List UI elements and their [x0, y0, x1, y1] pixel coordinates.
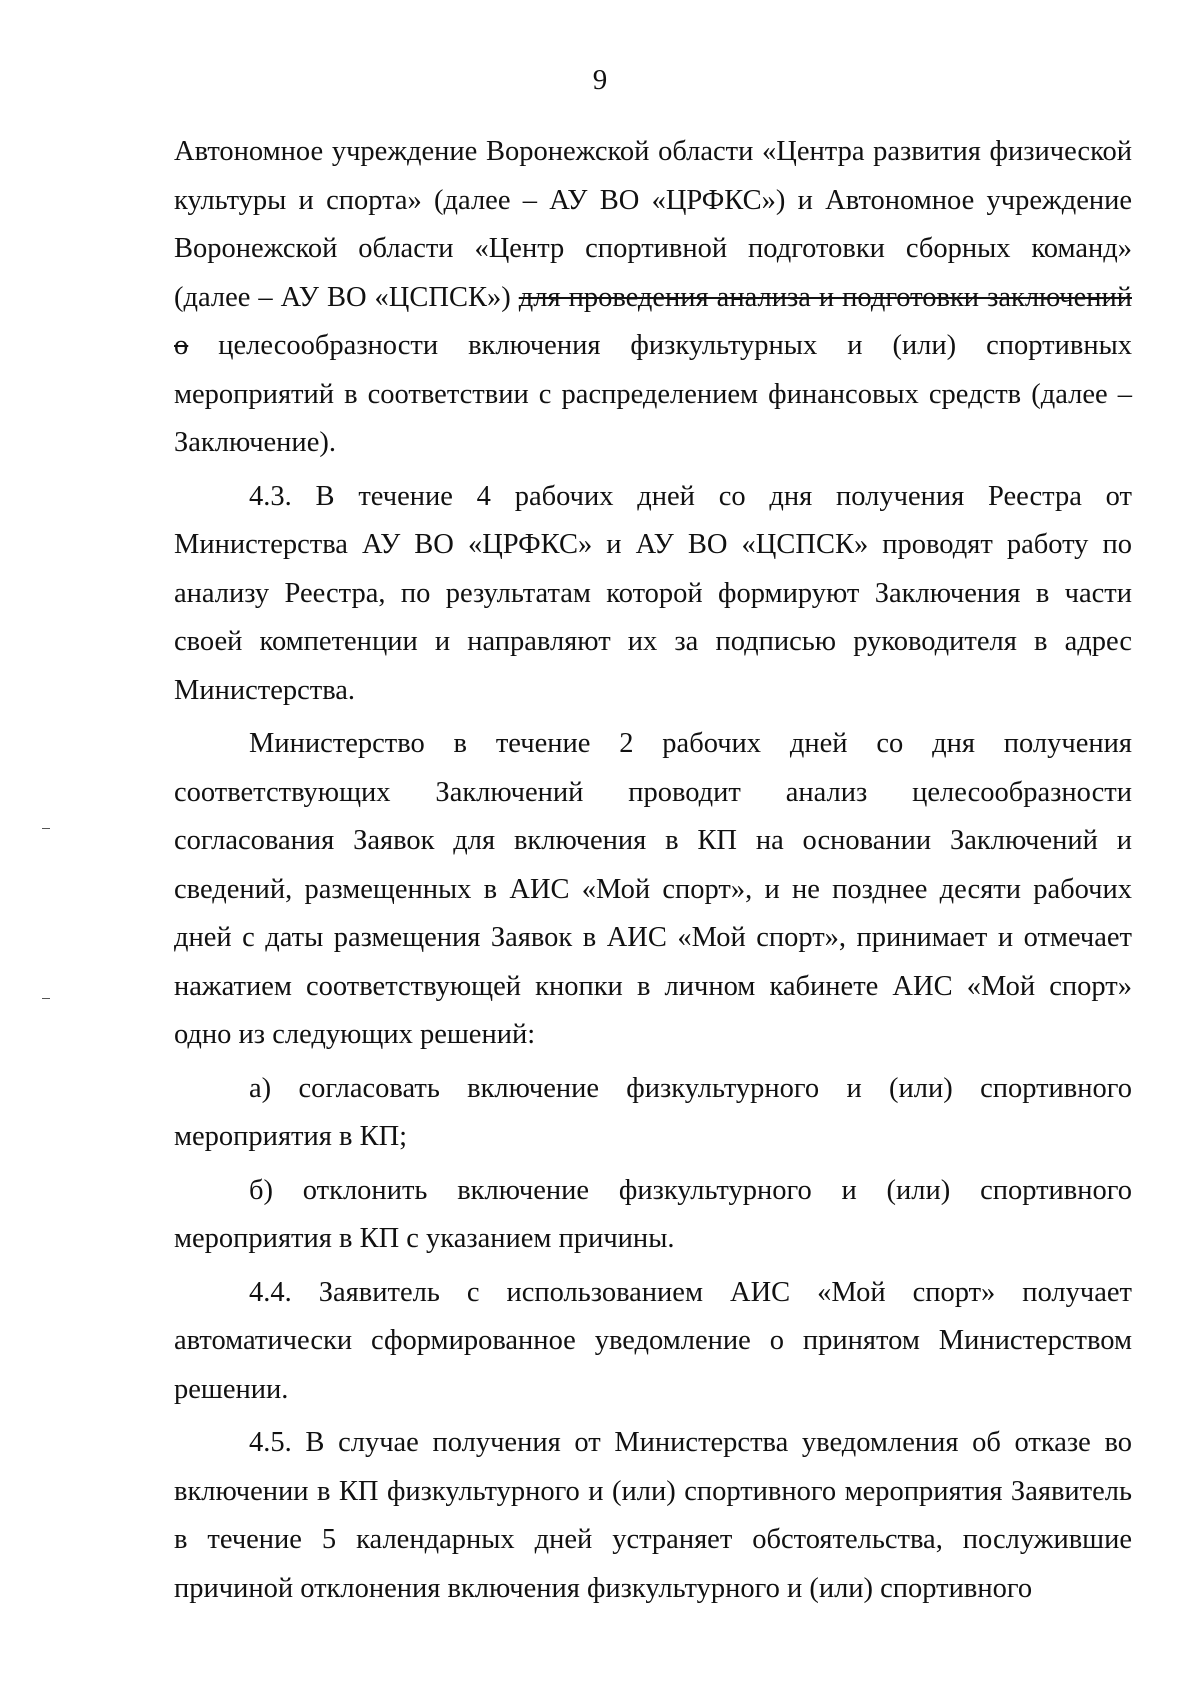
paragraph-option-a: а) согласовать включение физкультурного и (или) спортивного мероприятия в КП; [174, 1072, 1132, 1152]
paragraph-option-b: б) отклонить включение физкультурного и (или) спортивного мероприятия в КП с указанием причины. [174, 1174, 1132, 1254]
paragraph-ministry-decision: Министерство в течение 2 рабочих дней со дня получения соответствующих Заключений проводит анализ целесообразности согласования Заявок для включения в КП на основании Заключений и сведений, размещенных в АИС «Мой спорт», и не позднее десяти рабочих дней с даты размещения Заявок в АИС «Мой спорт», принимает и отмечает нажатием соответствующей кнопки в личном кабинете АИС «Мой спорт» одно из следующих решений: [174, 728, 1132, 1050]
paragraph-text: Автономное учреждение Воронежской области «Центра развития физической культуры и спорта» (далее – АУ ВО «ЦРФКС») и Автономное учреждение Воронежской области «Центр спортивной подготовки сборных команд» (далее – АУ ВО «ЦСПСК») [174, 136, 1132, 313]
margin-mark [42, 998, 50, 999]
page-number: 9 [592, 64, 608, 96]
paragraph-organizations [174, 128, 1132, 468]
margin-mark [42, 828, 50, 829]
paragraph-4-5: 4.5. В случае получения от Министерства уведомления об отказе во включении в КП физкультурного и (или) спортивного мероприятия Заявитель в течение 5 календарных дней устраняет обстоятельства, послужившие причиной отклонения включения физкультурного и (или) спортивного [174, 1427, 1132, 1604]
document-body [174, 128, 1132, 1613]
paragraph-4-3: 4.3. В течение 4 рабочих дней со дня получения Реестра от Министерства АУ ВО «ЦРФКС» и АУ ВО «ЦСПСК» проводят работу по анализу Реестра, по результатам которой формируют Заключения в части своей компетенции и направляют их за подписью руководителя в адрес Министерства. [174, 480, 1132, 706]
paragraph-text: целесообразности включения физкультурных и (или) спортивных мероприятий в соответствии с распределением финансовых средств (далее – Заключение). [174, 330, 1132, 458]
paragraph-4-4: 4.4. Заявитель с использованием АИС «Мой спорт» получает автоматически сформированное уведомление о принятом Министерством решении. [174, 1276, 1132, 1405]
struck-through-text: для проведения анализа и подготовки заключений о [174, 281, 1132, 361]
